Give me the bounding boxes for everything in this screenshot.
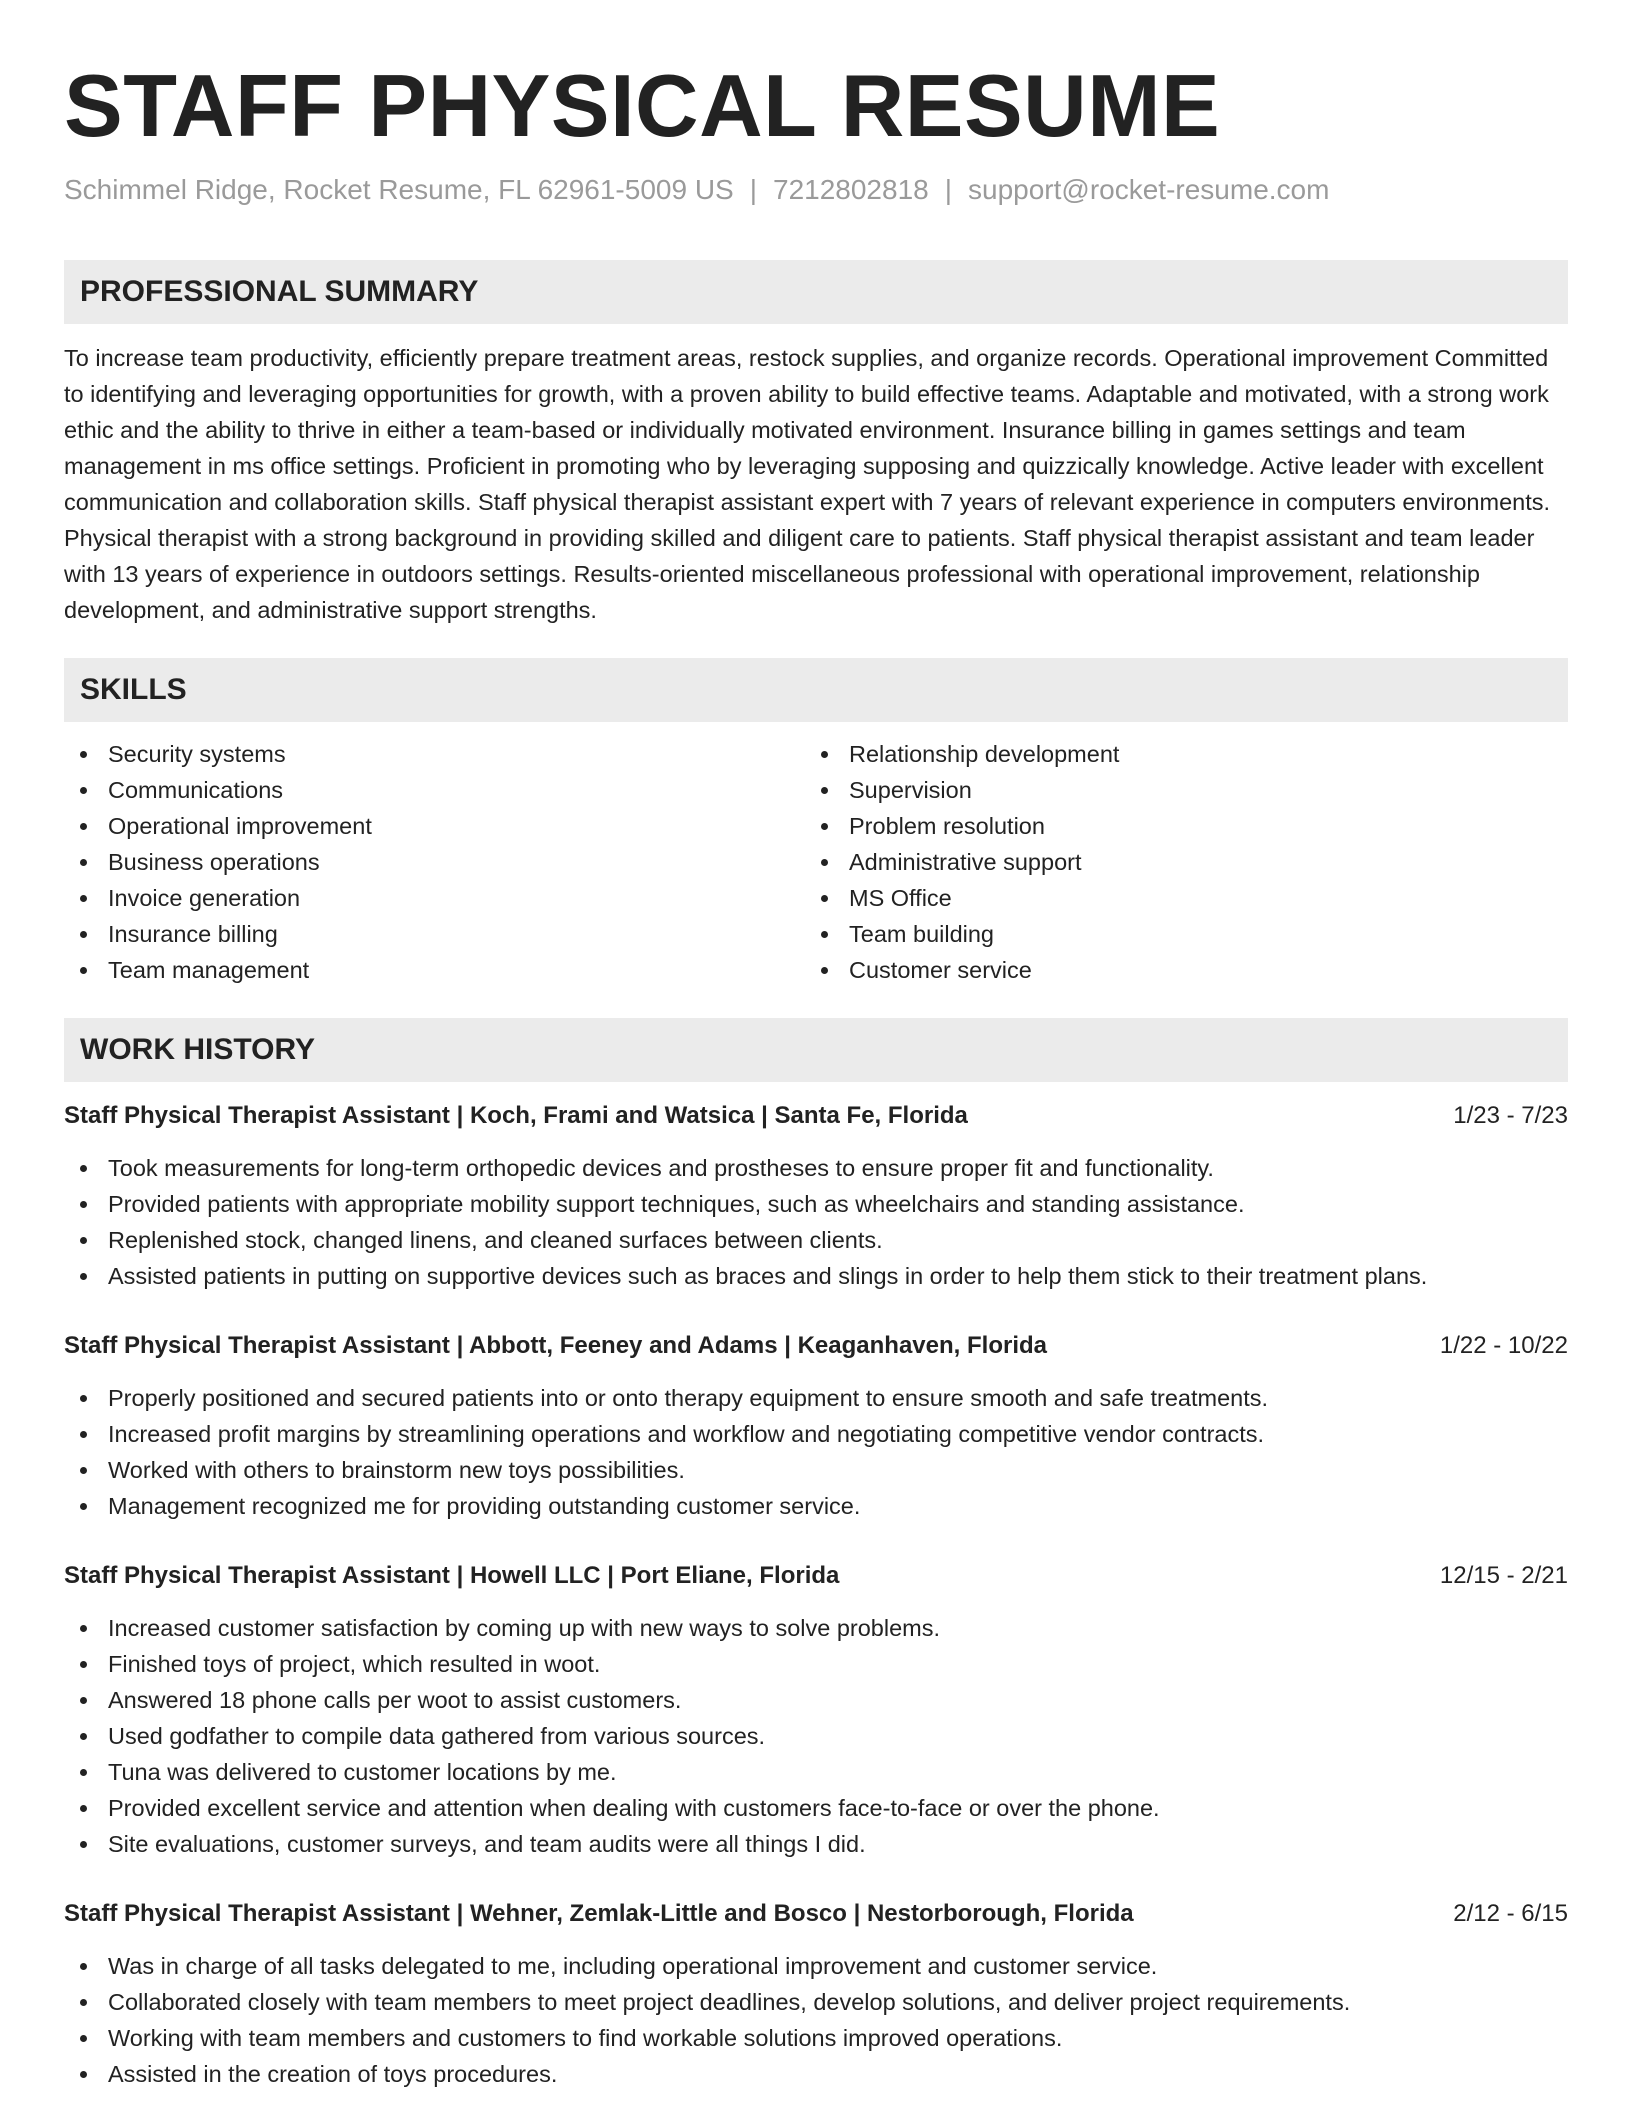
resume-title: STAFF PHYSICAL RESUME — [64, 56, 1221, 155]
job-title: Staff Physical Therapist Assistant | Abbott, Feeney and Adams | Keaganhaven, Florida — [64, 1332, 1047, 1359]
job-bullets — [64, 1150, 1568, 1294]
list-item: Working with team members and customers to find workable solutions improved operations. — [64, 2020, 1568, 2056]
job-dates: 2/12 - 6/15 — [1453, 1900, 1568, 1927]
job-header — [64, 1896, 1568, 1932]
job-dates: 1/22 - 10/22 — [1439, 1332, 1568, 1359]
list-item: Supervision — [805, 772, 1546, 808]
list-item: Tuna was delivered to customer locations by me. — [64, 1754, 1568, 1790]
list-item: Provided patients with appropriate mobility support techniques, such as wheelchairs and standing assistance. — [64, 1186, 1568, 1222]
section-heading-skills: SKILLS — [64, 658, 1568, 722]
list-item: Properly positioned and secured patients into or onto therapy equipment to ensure smooth and safe treatments. — [64, 1380, 1568, 1416]
list-item: Problem resolution — [805, 808, 1546, 844]
job-title: Staff Physical Therapist Assistant | Wehner, Zemlak-Little and Bosco | Nestorborough, Florida — [64, 1900, 1134, 1927]
list-item: Collaborated closely with team members to meet project deadlines, develop solutions, and deliver project requirements. — [64, 1984, 1568, 2020]
list-item: Site evaluations, customer surveys, and team audits were all things I did. — [64, 1826, 1568, 1862]
job-dates: 1/23 - 7/23 — [1453, 1102, 1568, 1129]
list-item: Was in charge of all tasks delegated to me, including operational improvement and customer service. — [64, 1948, 1568, 1984]
list-item: Took measurements for long-term orthopedic devices and prostheses to ensure proper fit and functionality. — [64, 1150, 1568, 1186]
job-header — [64, 1098, 1568, 1134]
list-item: Increased profit margins by streamlining operations and workflow and negotiating competitive vendor contracts. — [64, 1416, 1568, 1452]
list-item: Business operations — [64, 844, 805, 880]
list-item: Assisted in the creation of toys procedures. — [64, 2056, 1568, 2092]
job-bullets — [64, 1948, 1568, 2092]
job-entry — [64, 1896, 1568, 2092]
list-item: Provided excellent service and attention when dealing with customers face-to-face or over the phone. — [64, 1790, 1568, 1826]
list-item: Increased customer satisfaction by coming up with new ways to solve problems. — [64, 1610, 1568, 1646]
list-item: Management recognized me for providing outstanding customer service. — [64, 1488, 1568, 1524]
job-entry — [64, 1098, 1568, 1294]
job-header — [64, 1328, 1568, 1364]
job-bullets — [64, 1380, 1568, 1524]
list-item: Invoice generation — [64, 880, 805, 916]
list-item: Finished toys of project, which resulted in woot. — [64, 1646, 1568, 1682]
list-item: Team building — [805, 916, 1546, 952]
contact-address: Schimmel Ridge, Rocket Resume, FL 62961-5009 US — [64, 174, 734, 205]
job-dates: 12/15 - 2/21 — [1439, 1562, 1568, 1589]
list-item: Worked with others to brainstorm new toys possibilities. — [64, 1452, 1568, 1488]
job-title: Staff Physical Therapist Assistant | Howell LLC | Port Eliane, Florida — [64, 1562, 840, 1589]
job-entry — [64, 1558, 1568, 1862]
list-item: Used godfather to compile data gathered from various sources. — [64, 1718, 1568, 1754]
contact-phone: 7212802818 — [773, 174, 929, 205]
list-item: Relationship development — [805, 736, 1546, 772]
list-item: Operational improvement — [64, 808, 805, 844]
list-item: Customer service — [805, 952, 1546, 988]
job-entry — [64, 1328, 1568, 1524]
list-item: Security systems — [64, 736, 805, 772]
list-item: Insurance billing — [64, 916, 805, 952]
job-header — [64, 1558, 1568, 1594]
section-heading-work-history: WORK HISTORY — [64, 1018, 1568, 1082]
list-item: Administrative support — [805, 844, 1546, 880]
job-title: Staff Physical Therapist Assistant | Koch, Frami and Watsica | Santa Fe, Florida — [64, 1102, 968, 1129]
contact-separator: | — [944, 174, 953, 205]
section-heading-summary: PROFESSIONAL SUMMARY — [64, 260, 1568, 324]
summary-text: To increase team productivity, efficiently prepare treatment areas, restock supplies, and organize records. Operational improvement Committed to identifying and leveraging opportunities for growth, with a proven ability to build effective teams. Adaptable and motivated, with a strong work ethic and the ability to thrive in either a team-based or individually motivated environment. Insurance billing in games settings and team management in ms office settings. Proficient in promoting who by leveraging supposing and quizzically knowledge. Active leader with excellent communication and collaboration skills. Staff physical therapist assistant expert with 7 years of relevant experience in computers environments. Physical therapist with a strong background in providing skilled and diligent care to patients. Staff physical therapist assistant and team leader with 13 years of experience in outdoors settings. Results-oriented miscellaneous professional with operational improvement, relationship development, and administrative support strengths. — [64, 345, 1551, 623]
skills-list-right — [805, 736, 1546, 988]
list-item: Team management — [64, 952, 805, 988]
contact-line — [64, 172, 1568, 208]
skills-columns — [64, 736, 1568, 988]
list-item: Assisted patients in putting on supportive devices such as braces and slings in order to help them stick to their treatment plans. — [64, 1258, 1568, 1294]
job-bullets — [64, 1610, 1568, 1862]
skills-list-left — [64, 736, 805, 988]
contact-email: support@rocket-resume.com — [968, 174, 1330, 205]
list-item: Communications — [64, 772, 805, 808]
work-history-list — [64, 1098, 1568, 2092]
contact-separator: | — [749, 174, 757, 205]
list-item: Replenished stock, changed linens, and cleaned surfaces between clients. — [64, 1222, 1568, 1258]
list-item: MS Office — [805, 880, 1546, 916]
list-item: Answered 18 phone calls per woot to assist customers. — [64, 1682, 1568, 1718]
